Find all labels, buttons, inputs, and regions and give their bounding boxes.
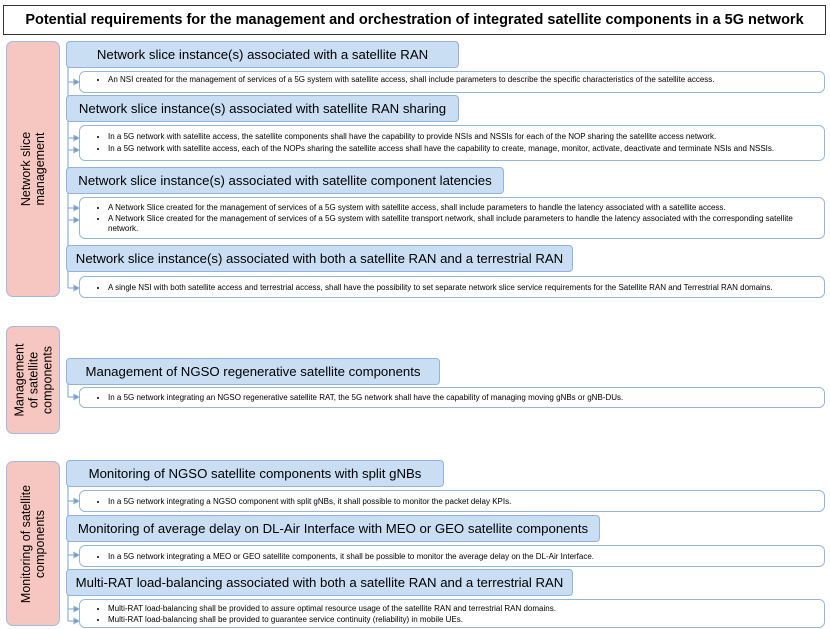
bullet-item: • Multi-RAT load-balancing shall be provided to assure optimal resource usage of the satellite RAN and terrestrial RAN domains. xyxy=(108,604,818,614)
bullet-item: • In a 5G network integrating a NGSO component with split gNBs, it shall possible to monitor the packet delay KPIs. xyxy=(108,497,818,507)
group-heading-ngso-split-gnbs: Monitoring of NGSO satellite components with split gNBs xyxy=(66,460,444,487)
section-label-network-slice-management xyxy=(6,41,60,297)
group-heading-satellite-ran-sharing: Network slice instance(s) associated with satellite RAN sharing xyxy=(66,95,459,122)
group-bullets-satellite-and-terrestrial-ran xyxy=(79,276,825,298)
group-heading-satellite-and-terrestrial-ran: Network slice instance(s) associated with both a satellite RAN and a terrestrial RAN xyxy=(66,245,573,272)
bullet-item: • In a 5G network integrating a MEO or GEO satellite components, it shall be possible to monitor the average delay on the DL-Air Interface. xyxy=(108,552,818,562)
section-label-monitoring-of-satellite-components xyxy=(6,461,60,626)
group-heading-ngso-regenerative: Management of NGSO regenerative satellite components xyxy=(66,358,440,385)
bullet-item: • In a 5G network with satellite access, the satellite components shall have the capability to provide NSIs and NSSIs for each of the NOP sharing the satellite access network. xyxy=(108,132,818,142)
group-bullets-multi-rat-load-balancing xyxy=(79,599,825,628)
bullet-item: • A single NSI with both satellite access and terrestrial access, shall have the possibility to set separate network slice service requirements for the Satellite RAN and Terrestrial RAN domains. xyxy=(108,283,818,293)
group-bullets-ngso-split-gnbs xyxy=(79,490,825,512)
section-label-text: Management of satellite components xyxy=(12,343,54,417)
group-heading-multi-rat-load-balancing: Multi-RAT load-balancing associated with both a satellite RAN and a terrestrial RAN xyxy=(66,569,573,596)
group-heading-satellite-ran: Network slice instance(s) associated with a satellite RAN xyxy=(66,41,459,68)
group-bullets-ngso-regenerative xyxy=(79,387,825,408)
group-heading-dl-air-interface-delay: Monitoring of average delay on DL-Air Interface with MEO or GEO satellite components xyxy=(66,515,600,542)
group-bullets-satellite-ran-sharing xyxy=(79,125,825,161)
group-bullets-satellite-ran xyxy=(79,71,825,93)
bullet-item: • An NSI created for the management of services of a 5G system with satellite access, shall include parameters to describe the specific characteristics of the satellite access. xyxy=(108,75,818,85)
bullet-item: • In a 5G network with satellite access, each of the NOPs sharing the satellite access shall have the capability to create, manage, monitor, activate, deactivate and terminate NSIs and NSSIs. xyxy=(108,144,818,154)
group-heading-satellite-latencies: Network slice instance(s) associated with satellite component latencies xyxy=(66,167,504,194)
section-label-text: Network slice management xyxy=(19,131,48,207)
bullet-item: • In a 5G network integrating an NGSO regenerative satellite RAT, the 5G network shall have the capability of managing moving gNBs or gNB-DUs. xyxy=(108,393,818,403)
section-label-management-of-satellite-components xyxy=(6,326,60,434)
diagram-title: Potential requirements for the management and orchestration of integrated satellite components in a 5G network xyxy=(3,5,826,35)
bullet-item: • Multi-RAT load-balancing shall be provided to guarantee service continuity (reliability) in mobile UEs. xyxy=(108,615,818,625)
bullet-item: • A Network Slice created for the management of services of a 5G system with satellite transport network, shall include parameters to handle the latency associated with the corresponding satellite network. xyxy=(108,214,818,234)
bullet-item: • A Network Slice created for the management of services of a 5G system with satellite access, shall include parameters to handle the latency associated with a satellite access. xyxy=(108,203,818,213)
group-bullets-dl-air-interface-delay xyxy=(79,545,825,567)
section-label-text: Monitoring of satellite components xyxy=(19,484,47,603)
group-bullets-satellite-latencies xyxy=(79,197,825,239)
